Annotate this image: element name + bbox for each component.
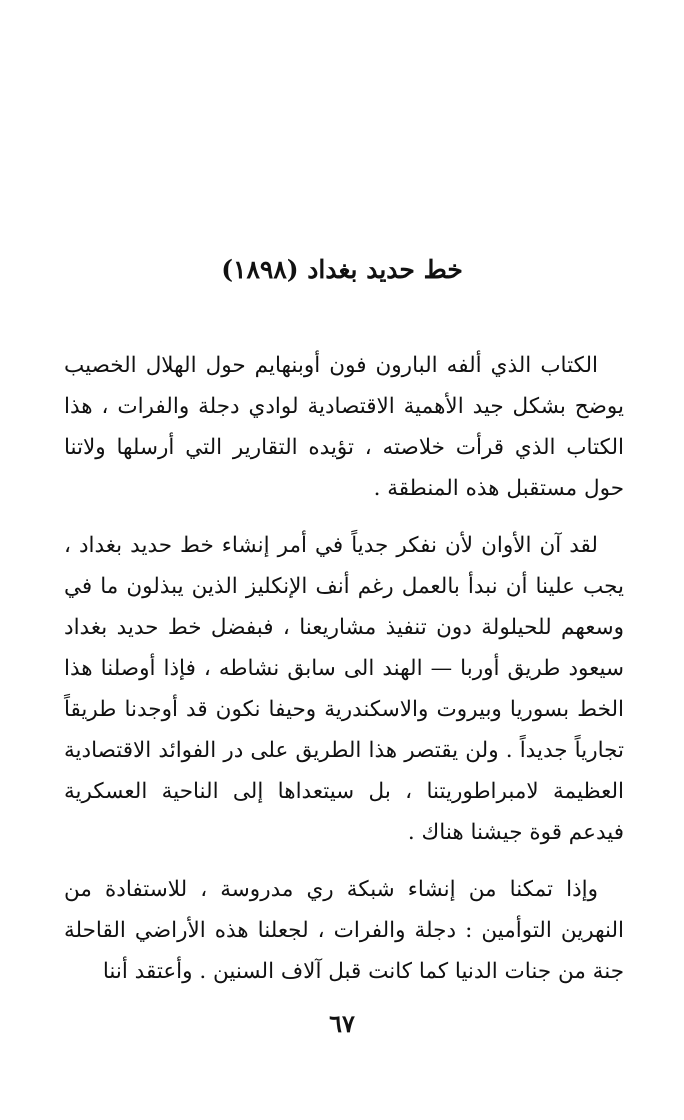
paragraph-3: وإذا تمكنا من إنشاء شبكة ري مدروسة ، للاستفادة من النهرين التوأمين : دجلة والفرات ، لجعلنا هذه الأراضي القاحلة جنة من جنات الدنيا كما كانت قبل آلاف السنين . وأعتقد أننا	[64, 877, 624, 984]
body-text	[64, 345, 624, 1008]
paragraph-2: لقد آن الأوان لأن نفكر جدياً في أمر إنشاء خط حديد بغداد ، يجب علينا أن نبدأ بالعمل رغم أنف الإنكليز الذين يبذلون ما في وسعهم للحيلولة دون تنفيذ مشاريعنا ، فبفضل خط حديد بغداد سيعود طريق أوربا — الهند الى سابق نشاطه ، فإذا أوصلنا هذا الخط بسوريا وبيروت والاسكندرية وحيفا نكون قد أوجدنا طريقاً تجارياً جديداً . ولن يقتصر هذا الطريق على در الفوائد الاقتصادية العظيمة لامبراطوريتنا ، بل سيتعداها إلى الناحية العسكرية فيدعم قوة جيشنا هناك .	[64, 533, 624, 845]
page-number: ٦٧	[329, 1009, 355, 1038]
chapter-title: خط حديد بغداد (١٨٩٨)	[221, 255, 463, 284]
paragraph-1: الكتاب الذي ألفه البارون فون أوبنهايم حول الهلال الخصيب يوضح بشكل جيد الأهمية الاقتصادية لوادي دجلة والفرات ، هذا الكتاب الذي قرأت خلاصته ، تؤيده التقارير التي أرسلها ولاتنا حول مستقبل هذه المنطقة .	[64, 353, 624, 501]
